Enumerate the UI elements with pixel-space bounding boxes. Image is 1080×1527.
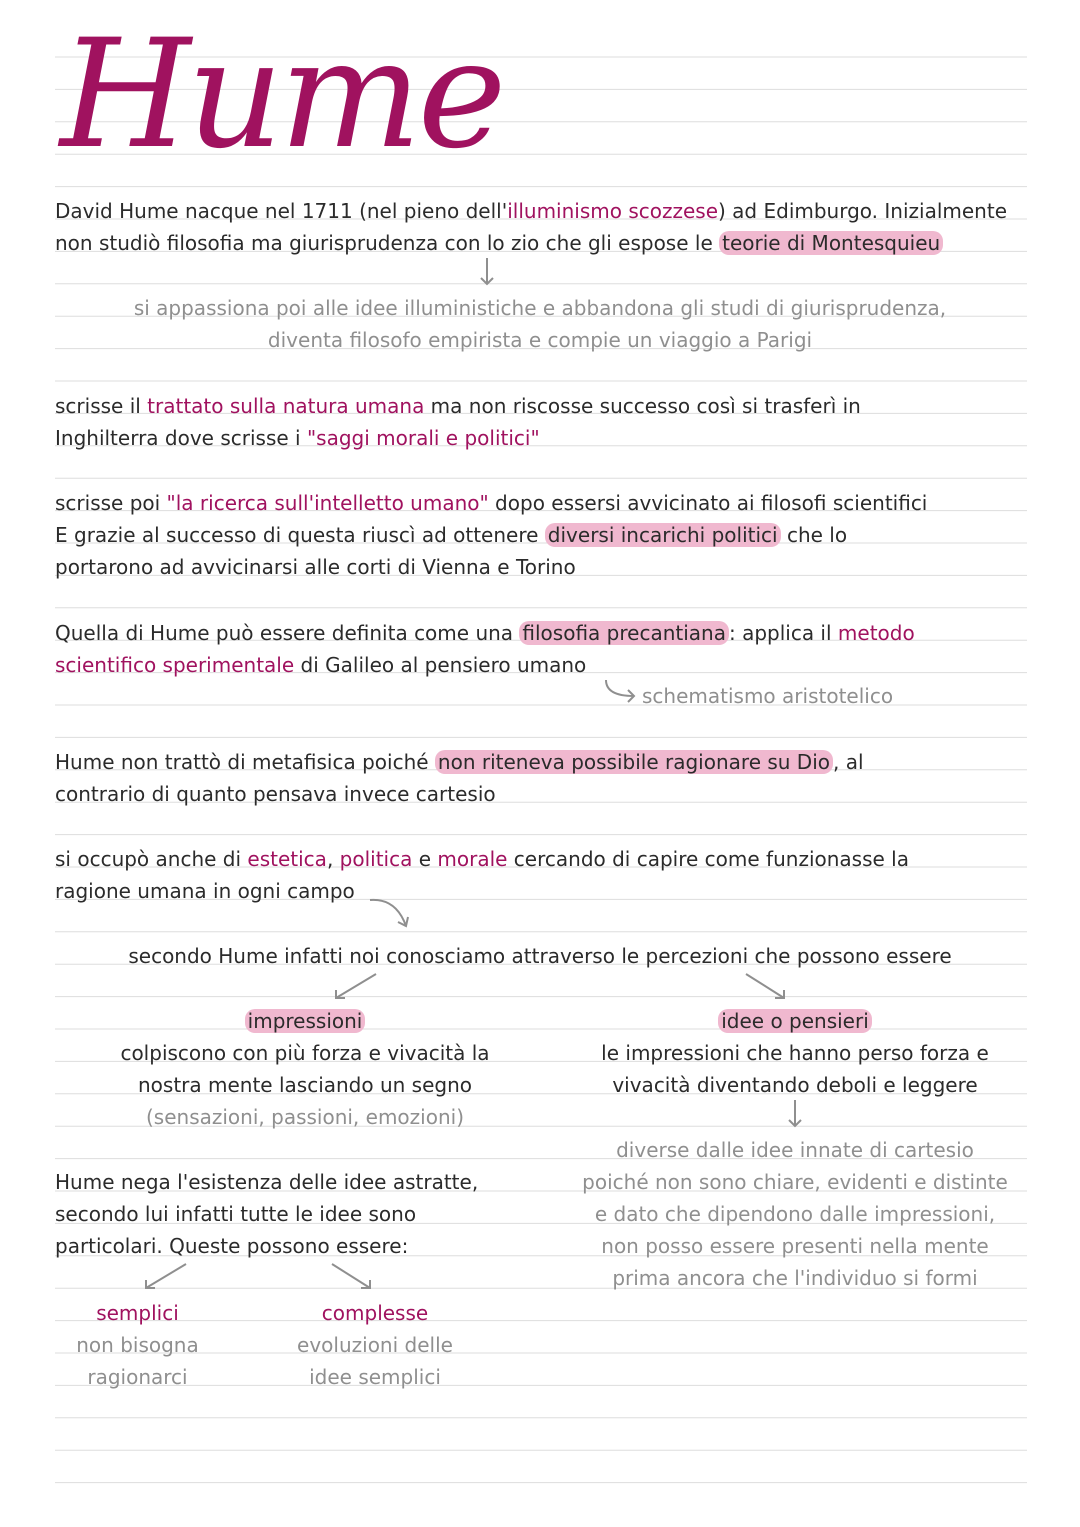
highlight-dio: non riteneva possibile ragionare su Dio [435,750,833,774]
text-segment: ma non riscosse successo così si trasferì in [424,394,861,418]
text-line: diverse dalle idee innate di cartesio [616,1138,974,1162]
text-segment: non studiò filosofia ma giurisprudenza con lo zio che gli espose le [55,231,720,255]
keyword-ricerca: "la ricerca sull'intelletto umano" [166,491,489,515]
highlight-incarichi: diversi incarichi politici [545,523,781,547]
text-line: si appassiona poi alle idee illuministiche e abbandona gli studi di giurisprudenza, [133,296,947,320]
text-line: secondo lui infatti tutte le idee sono [55,1202,417,1226]
text-line: Hume nega l'esistenza delle idee astratte, [55,1170,479,1194]
heading-impressioni: impressioni [245,1009,366,1033]
text-line: poiché non sono chiare, evidenti e distinte [582,1170,1008,1194]
text-segment: , al [833,750,864,774]
keyword-trattato: trattato sulla natura umana [147,394,425,418]
page-title: Hume [60,8,503,182]
text-line: colpiscono con più forza e vivacità la [120,1041,490,1065]
heading-semplici: semplici [96,1301,179,1325]
arrow-right-down-icon [742,972,792,1002]
highlight-montesquieu: teorie di Montesquieu [719,231,943,255]
text-line: vivacità diventando deboli e leggere [612,1073,978,1097]
keyword-saggi: "saggi morali e politici" [306,426,540,450]
text-segment: dopo essersi avvicinato ai filosofi scientifici [488,491,928,515]
curved-arrow-icon [368,896,414,932]
arrow-down-icon [786,1100,806,1130]
text-segment: scrisse il [55,394,148,418]
text-line: e dato che dipendono dalle impressioni, [594,1202,996,1226]
paragraph-trattato [55,390,861,454]
text-line: prima ancora che l'individuo si formi [612,1266,978,1290]
text-line: (sensazioni, passioni, emozioni) [146,1105,464,1129]
heading-complesse: complesse [321,1301,429,1325]
keyword-illuminismo: illuminismo scozzese [507,199,719,223]
text-line: particolari. Queste possono essere: [55,1234,409,1258]
curved-arrow-icon [604,680,640,704]
arrow-right-down-icon [328,1262,378,1292]
keyword-politica: politica [339,847,413,871]
text-line: non posso essere presenti nella mente [601,1234,989,1258]
paragraph-ricerca [55,487,927,583]
paragraph-percezioni: secondo Hume infatti noi conosciamo attraverso le percezioni che possono essere [128,944,952,968]
text-line: ragionarci [87,1365,188,1389]
text-segment: E grazie al successo di questa riuscì ad ottenere [55,523,545,547]
text-segment: scrisse poi [55,491,167,515]
text-line: diventa filosofo empirista e compie un viaggio a Parigi [267,328,813,352]
text-segment: e [412,847,438,871]
text-segment: Quella di Hume può essere definita come una [55,621,520,645]
text-segment: portarono ad avvicinarsi alle corti di Vienna e Torino [55,555,576,579]
paragraph-metafisica [55,746,864,810]
text-segment: Inghilterra dove scrisse i [55,426,307,450]
paragraph-astratte [55,1166,478,1262]
text-segment: David Hume nacque nel 1711 (nel pieno dell' [55,199,508,223]
text-line: le impressioni che hanno perso forza e [601,1041,989,1065]
keyword-sperimentale: scientifico sperimentale [55,653,295,677]
paragraph-precantiana [55,617,915,681]
text-segment: si occupò anche di [55,847,248,871]
text-line: nostra mente lasciando un segno [137,1073,473,1097]
impressioni-block [55,1005,555,1133]
idee-block [560,1005,1030,1101]
heading-idee: idee o pensieri [718,1009,872,1033]
paragraph-empirista [55,292,1025,356]
text-segment: cercando di capire come funzionasse la [507,847,909,871]
text-line: non bisogna [76,1333,199,1357]
text-segment: contrario di quanto pensava invece cartesio [55,782,496,806]
arrow-left-down-icon [330,972,380,1002]
text-segment: , [326,847,340,871]
text-segment: ragione umana in ogni campo [55,879,355,903]
note-schematismo: schematismo aristotelico [642,684,894,708]
semplici-block [55,1297,220,1393]
highlight-precantiana: filosofia precantiana [519,621,729,645]
arrow-left-down-icon [140,1262,190,1292]
text-segment: Hume non trattò di metafisica poiché [55,750,435,774]
text-segment: che lo [780,523,848,547]
paragraph-birth [55,195,1007,259]
arrow-down-icon [478,258,498,288]
paragraph-estetica [55,843,909,907]
keyword-metodo: metodo [837,621,915,645]
text-segment: : applica il [728,621,838,645]
idee-notes [560,1134,1030,1294]
keyword-morale: morale [437,847,508,871]
keyword-estetica: estetica [247,847,327,871]
text-segment: di Galileo al pensiero umano [294,653,587,677]
text-line: idee semplici [309,1365,441,1389]
complesse-block [275,1297,475,1393]
text-segment: ) ad Edimburgo. Inizialmente [718,199,1007,223]
text-line: evoluzioni delle [297,1333,453,1357]
